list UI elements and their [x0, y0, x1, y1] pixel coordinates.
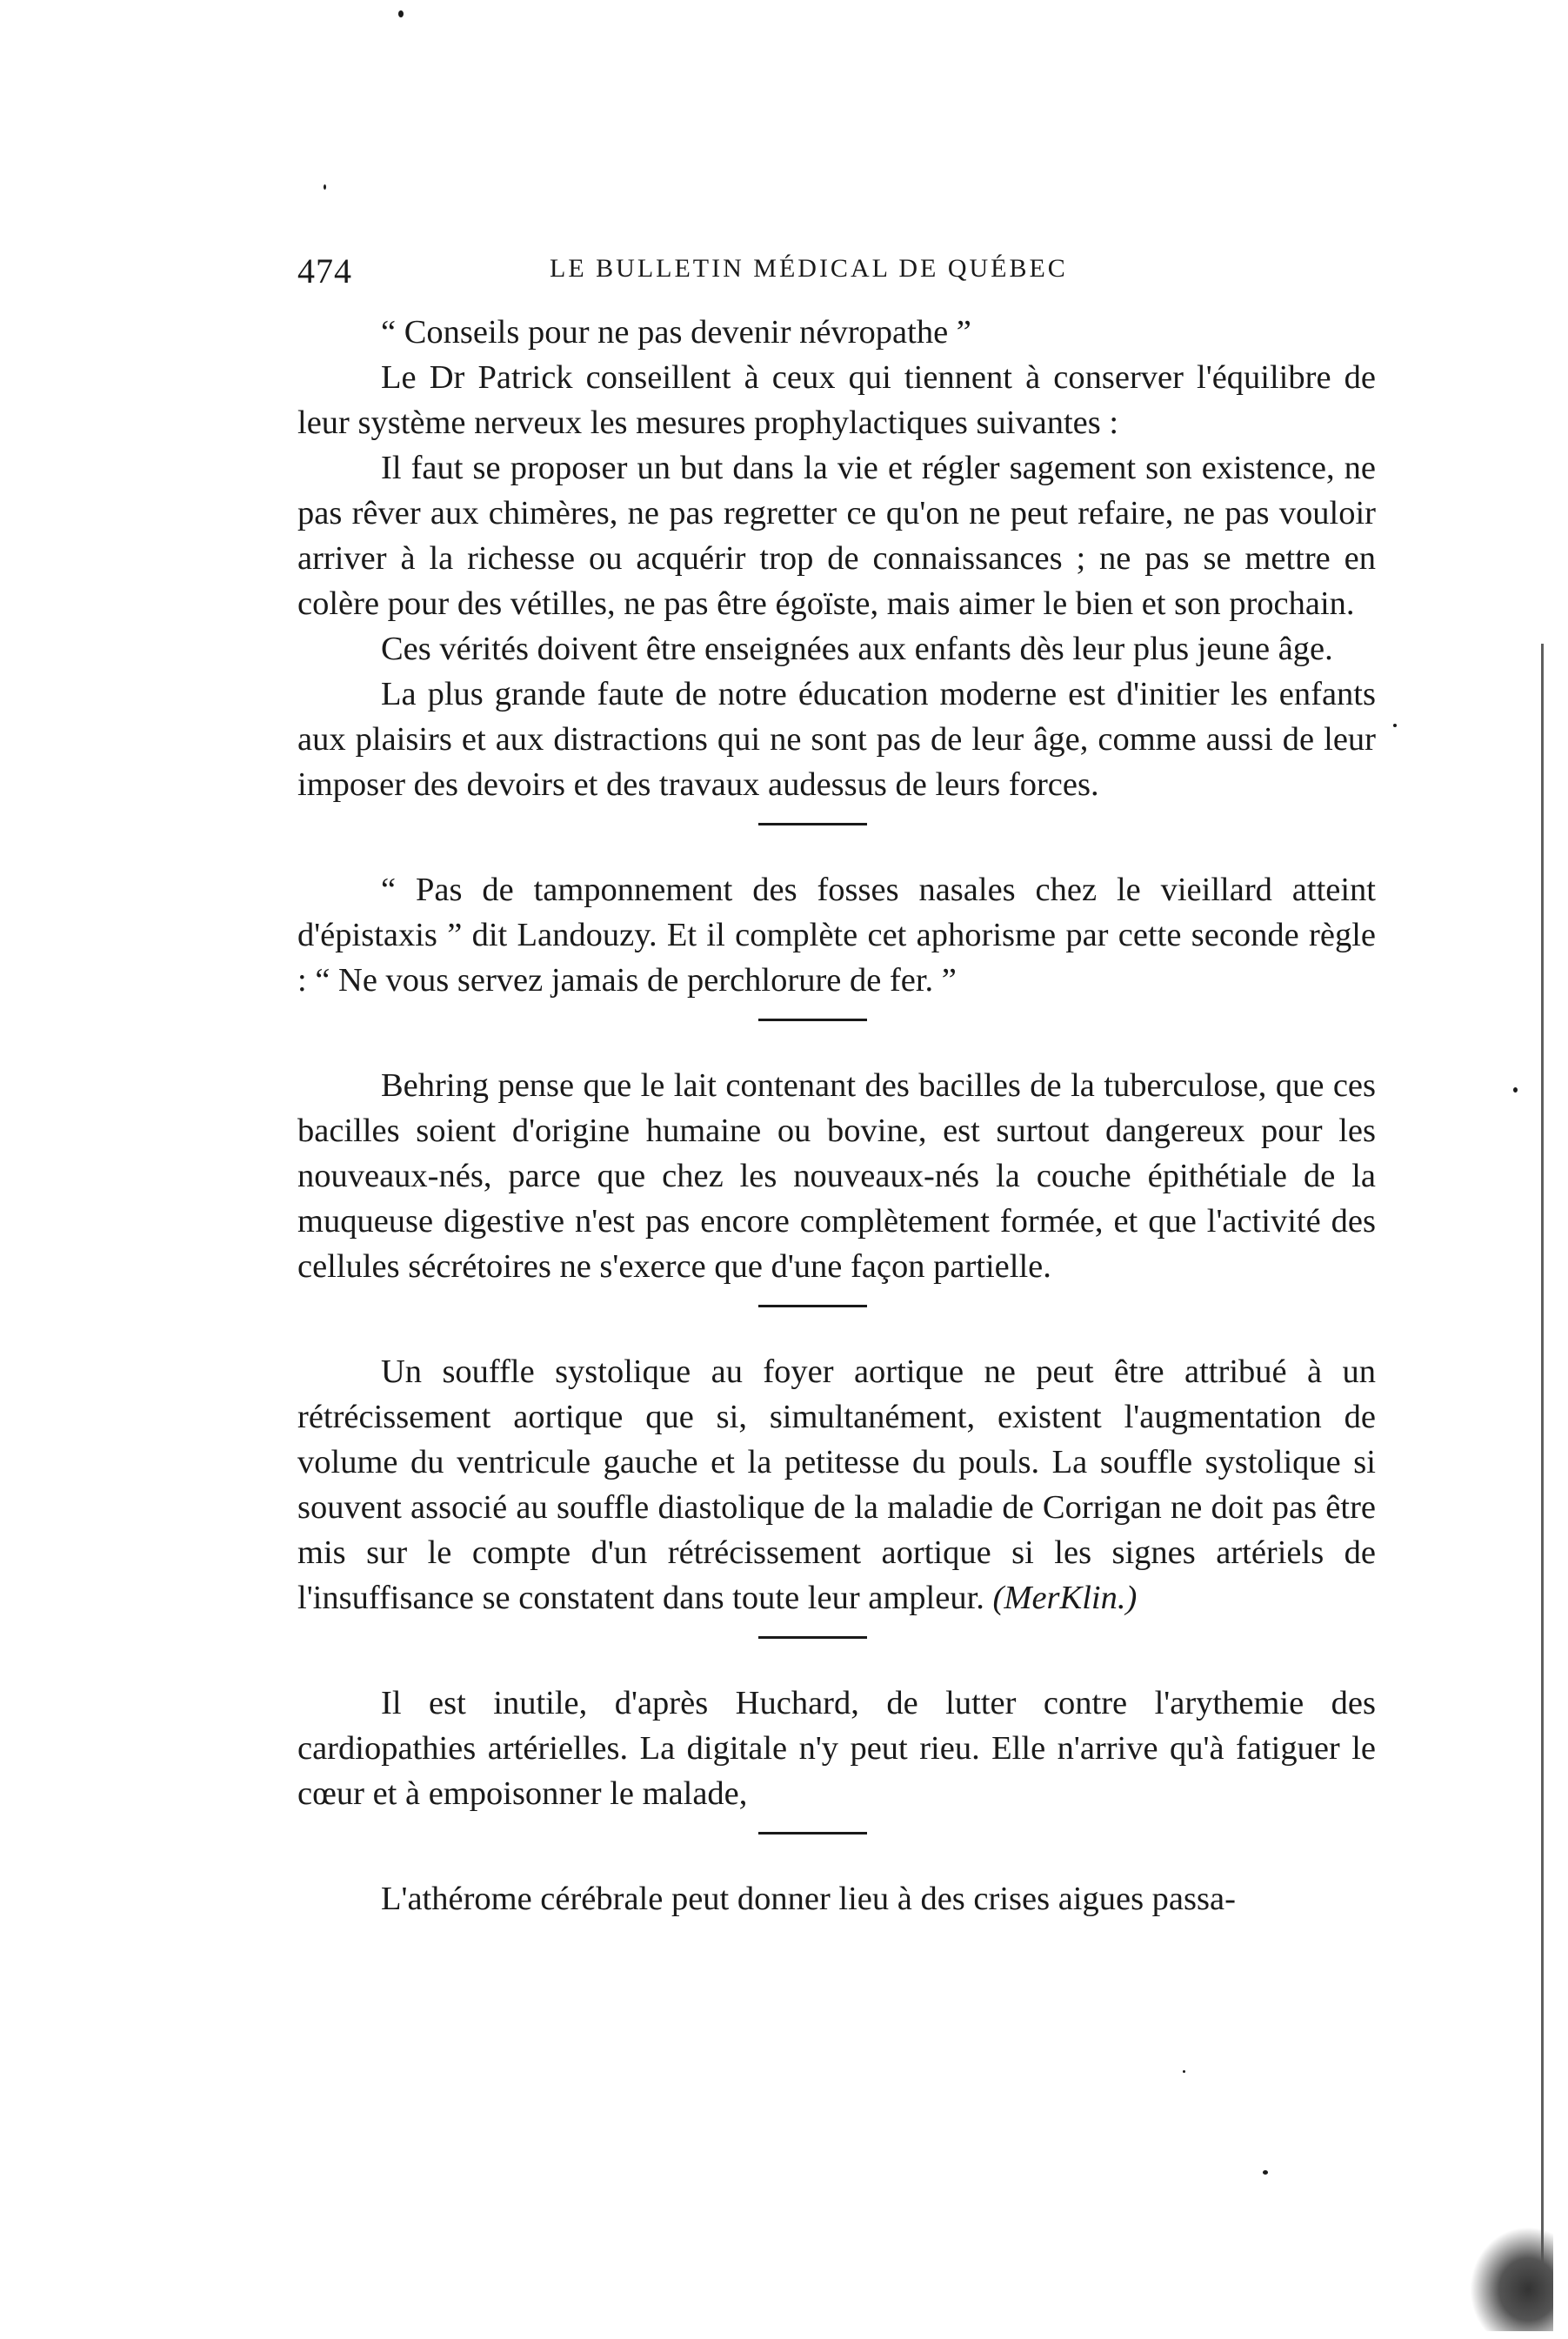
- section-title: “ Conseils pour ne pas devenir névropathe ”: [381, 314, 971, 351]
- page-body: [297, 310, 1376, 1921]
- page-corner-blot: [1470, 2227, 1553, 2331]
- page-header: [297, 251, 1132, 303]
- paragraph: “ Pas de tamponnement des fosses nasales chez le vieillard atteint d'épistaxis ” dit Landouzy. Et il complète cet aphorisme par cette seconde règle : “ Ne vous servez jamais de perchlorure de fer. ”: [297, 872, 1376, 999]
- page-edge-shadow: [1541, 644, 1544, 2296]
- section-divider: [758, 1832, 867, 1834]
- paragraph: Le Dr Patrick conseillent à ceux qui tiennent à conserver l'équilibre de leur système nerveux les mesures prophylactiques suivantes :: [297, 359, 1376, 441]
- paragraph: La plus grande faute de notre éducation moderne est d'initier les enfants aux plaisirs et aux distractions qui ne sont pas de leur âge, comme aussi de leur imposer des devoirs et des travaux audessus de leurs forces.: [297, 676, 1376, 803]
- paragraph: Ces vérités doivent être enseignées aux enfants dès leur plus jeune âge.: [381, 631, 1333, 667]
- section-divider: [758, 1019, 867, 1021]
- ink-speck: [1393, 724, 1397, 727]
- ink-speck: [1183, 2070, 1185, 2073]
- section-divider: [758, 1305, 867, 1307]
- section-divider: [758, 823, 867, 825]
- ink-speck: [1263, 2170, 1268, 2175]
- running-head: LE BULLETIN MÉDICAL DE QUÉBEC: [550, 254, 1068, 283]
- paragraph: Behring pense que le lait contenant des bacilles de la tuberculose, que ces bacilles soient d'origine humaine ou bovine, est surtout dangereux pour les nouveaux-nés, parce que chez les nouveaux-nés la couche épithétiale de la muqueuse digestive n'est pas encore complètement formée, et que l'activité des cellules sécrétoires ne s'exerce que d'une façon partielle.: [297, 1067, 1376, 1285]
- citation: (MerKlin.): [992, 1580, 1138, 1616]
- ink-speck: [398, 10, 404, 17]
- ink-speck: [1513, 1087, 1518, 1093]
- paragraph: Il est inutile, d'après Huchard, de lutter contre l'arythemie des cardiopathies artérielles. La digitale n'y peut rieu. Elle n'arrive qu'à fatiguer le cœur et à empoisonner le malade,: [297, 1685, 1376, 1812]
- paragraph: L'athérome cérébrale peut donner lieu à des crises aigues passa-: [381, 1881, 1236, 1917]
- paragraph-with-citation: [297, 1349, 1376, 1621]
- page-number: 474: [297, 251, 352, 291]
- ink-speck: [324, 184, 326, 190]
- paragraph-text: Un souffle systolique au foyer aortique ne peut être attribué à un rétrécissement aortique que si, simultanément, existent l'augmentation de volume du ventricule gauche et la petitesse du pouls. La souffle systolique si souvent associé au souffle diastolique de la maladie de Corrigan ne doit pas être mis sur le compte d'un rétrécissement aortique si les signes artériels de l'insuffisance se constatent dans toute leur ampleur.: [297, 1353, 1376, 1616]
- paragraph: Il faut se proposer un but dans la vie et régler sagement son existence, ne pas rêver aux chimères, ne pas regretter ce qu'on ne peut refaire, ne pas vouloir arriver à la richesse ou acquérir trop de connaissances ; ne pas se mettre en colère pour des vétilles, ne pas être égoïste, mais aimer le bien et son prochain.: [297, 450, 1376, 622]
- section-divider: [758, 1636, 867, 1639]
